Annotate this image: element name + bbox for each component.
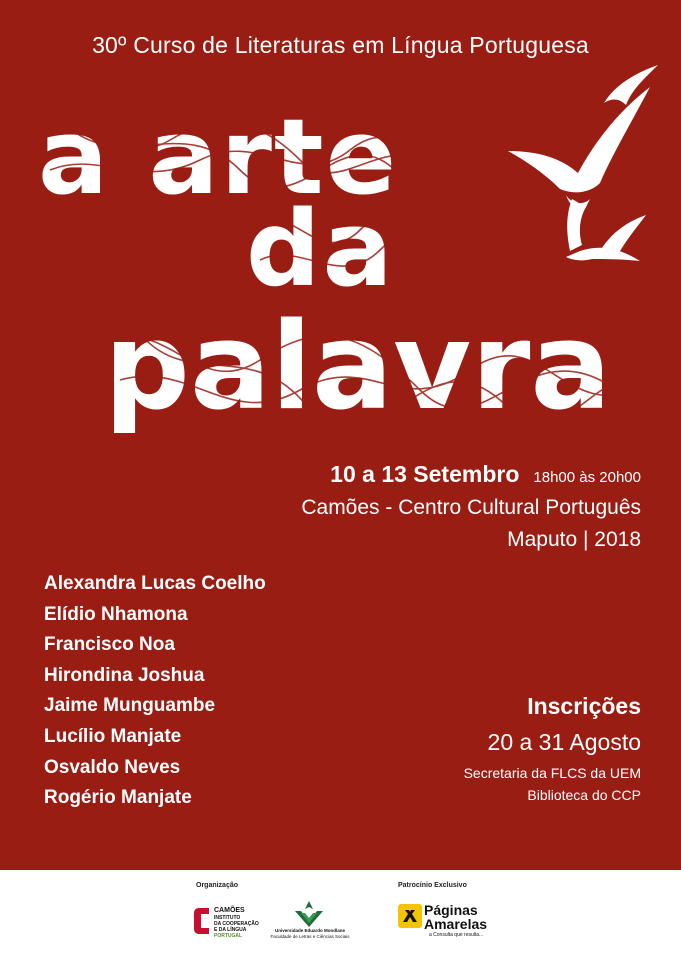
camoes-logo-mark: [193, 906, 211, 936]
event-time: 18h00 às 20h00: [533, 469, 641, 486]
sponsor-label: Patrocínio Exclusivo: [398, 882, 467, 889]
event-venue: Camões - Centro Cultural Português: [301, 496, 641, 519]
paginas-amarelas-logo-mark: [398, 904, 422, 928]
speaker-list: [44, 572, 266, 817]
paginas-amarelas-tagline: a Consulta que resulta...: [429, 932, 484, 938]
speaker-name: Jaime Munguambe: [44, 695, 216, 717]
registration-info: [464, 693, 641, 806]
organizer-label: Organização: [196, 882, 239, 889]
paginas-amarelas-logo-text: Páginas Amarelas: [424, 902, 488, 932]
speaker-name: Osvaldo Neves: [44, 756, 181, 778]
event-date-row: [301, 461, 641, 488]
registration-place-1: Secretaria da FLCS da UEM: [463, 765, 641, 781]
speaker-name: Rogério Manjate: [44, 787, 192, 809]
headline-line-1: a arte: [38, 96, 399, 218]
sponsor-footer: [0, 870, 681, 960]
speaker-name: Lucílio Manjate: [44, 725, 182, 747]
headline-line-3: palavra: [104, 298, 612, 437]
registration-dates: 20 a 31 Agosto: [487, 729, 641, 755]
seagulls-illustration: [500, 55, 670, 275]
speaker-name: Hirondina Joshua: [44, 664, 205, 686]
course-title: 30º Curso de Literaturas em Língua Portuguesa: [92, 32, 589, 58]
speaker-name: Alexandra Lucas Coelho: [44, 573, 266, 594]
uem-logo-mark: [291, 899, 327, 927]
camoes-logo-text: CAMÕES INSTITUTO DA COOPERAÇÃO E DA LÍNGUA PORTUGAL: [214, 907, 259, 939]
event-dates: 10 a 13 Setembro: [330, 461, 520, 487]
registration-title: Inscrições: [527, 693, 641, 719]
speaker-name: Francisco Noa: [44, 634, 175, 656]
event-city-year: Maputo | 2018: [507, 528, 641, 551]
speaker-name: Elídio Nhamona: [44, 603, 188, 625]
headline-line-2: da: [246, 188, 395, 310]
event-info: [301, 461, 641, 552]
registration-place-2: Biblioteca do CCP: [527, 787, 641, 803]
uem-logo-text: Universidade Eduardo Mondlane Faculdade de Letras e Ciências Sociais: [270, 928, 350, 939]
registration-place: [464, 762, 641, 806]
